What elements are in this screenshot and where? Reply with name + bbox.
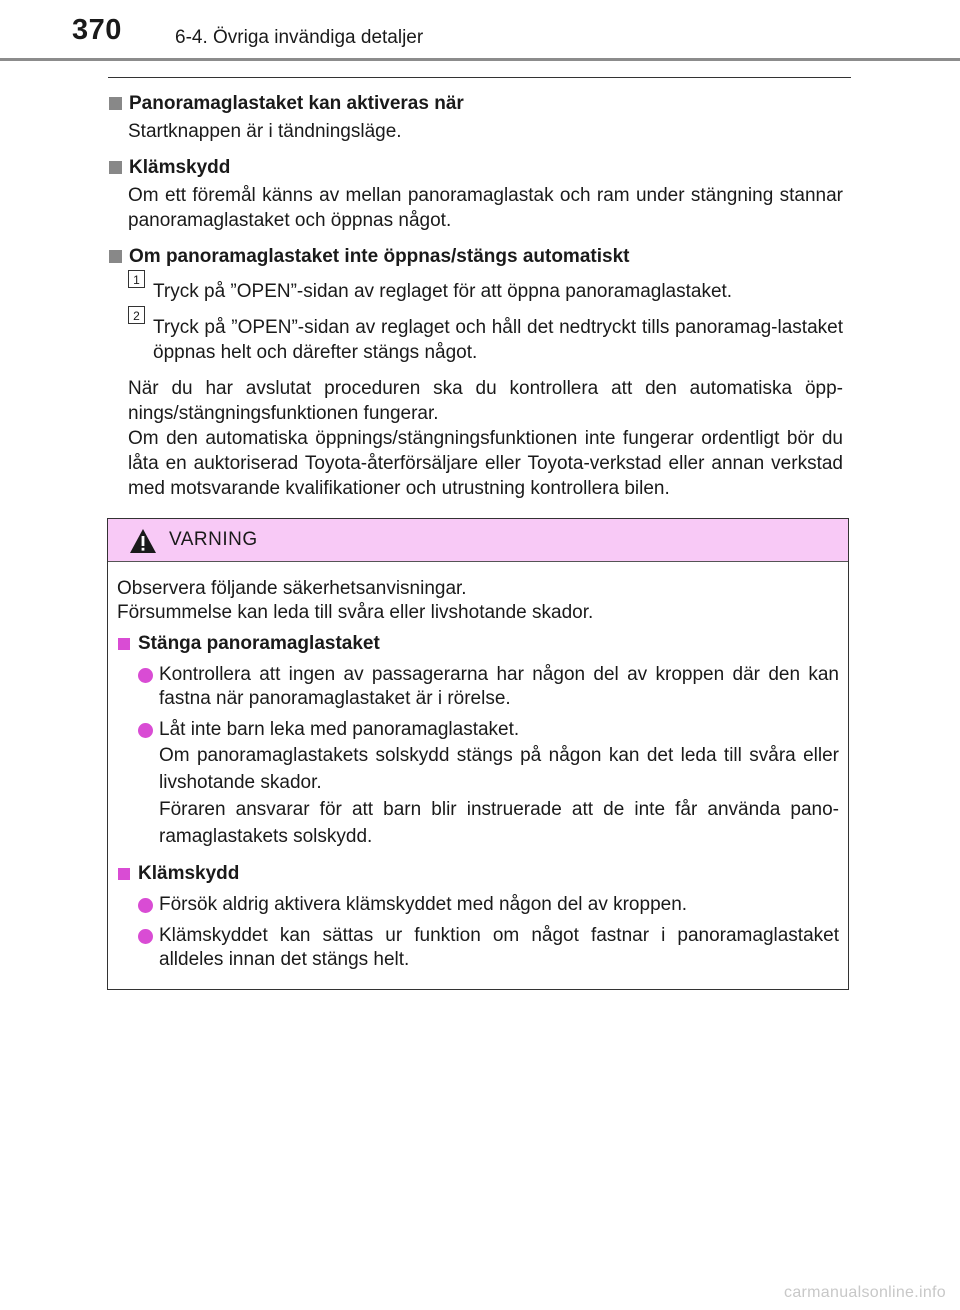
circle-bullet-icon (138, 668, 153, 683)
warning-group-heading (117, 632, 839, 656)
main-content (108, 88, 843, 501)
warning-header (108, 519, 848, 562)
warning-bullet-text: Klämskyddet kan sättas ur funktion om något fastnar i panoramaglastaket alldeles innan det stängs helt. (159, 925, 839, 970)
section-heading-text: Panoramaglastaket kan aktiveras när (129, 93, 464, 114)
step-item (128, 273, 843, 304)
warning-group-heading-text: Klämskydd (138, 863, 240, 884)
warning-body (108, 562, 848, 972)
warning-bullet (138, 893, 839, 917)
warning-bullet-text: Låt inte barn leka med panoramaglastaket. (159, 719, 520, 740)
content-divider (108, 77, 851, 78)
warning-intro: Observera följande säkerhetsanvisningar. (117, 578, 467, 599)
warning-bullet (138, 924, 839, 972)
square-bullet-icon (118, 868, 130, 880)
warning-triangle-icon (129, 528, 157, 554)
step-text: Tryck på ”OPEN”-sidan av reglaget och håll det nedtryckt tills panoramag-lastaket öppnas helt och därefter stängs något. (153, 317, 843, 363)
square-bullet-icon (118, 638, 130, 650)
square-bullet-icon (109, 97, 122, 110)
section-text: Startknappen är i tändningsläge. (128, 121, 402, 142)
warning-bullet-subtext: Om panoramaglastakets solskydd stängs på någon kan det leda till svåra eller livshotande skador. (159, 745, 839, 793)
section-text: Om ett föremål känns av mellan panoramaglastak och ram under stängning stannar panoramaglastaket och öppnas något. (128, 185, 843, 231)
warning-box (107, 518, 849, 990)
warning-intro: Försummelse kan leda till svåra eller livshotande skador. (117, 602, 594, 623)
section-text: Om den automatiska öppnings/stängningsfunktionen inte fungerar ordentligt bör du låta en auktoriserad Toyota-återförsäljare eller Toyota-verkstad eller annan verkstad med motsvarande kvalifikationer och utrustning kontrollera bilen. (128, 428, 843, 499)
section-heading (108, 91, 843, 116)
warning-bullet-text: Försök aldrig aktivera klämskyddet med någon del av kroppen. (159, 894, 688, 915)
section-title: 6-4. Övriga invändiga detaljer (175, 27, 424, 48)
step-number: 1 (128, 270, 145, 288)
circle-bullet-icon (138, 898, 153, 913)
step-number: 2 (128, 306, 145, 324)
warning-group-heading-text: Stänga panoramaglastaket (138, 633, 380, 654)
page-number: 370 (72, 14, 122, 46)
section-heading (108, 155, 843, 180)
circle-bullet-icon (138, 723, 153, 738)
section-heading-text: Klämskydd (129, 157, 231, 178)
warning-group-heading (117, 862, 839, 886)
section-heading-text: Om panoramaglastaket inte öppnas/stängs automatiskt (129, 246, 630, 267)
watermark-link[interactable]: carmanualsonline.info (784, 1284, 946, 1301)
square-bullet-icon (109, 250, 122, 263)
step-item (128, 309, 843, 365)
warning-bullet-text: Kontrollera att ingen av passagerarna har någon del av kroppen där den kan fastna när panoramaglastaket är i rörelse. (159, 664, 839, 709)
warning-bullet (138, 663, 839, 711)
circle-bullet-icon (138, 929, 153, 944)
square-bullet-icon (109, 161, 122, 174)
section-text: När du har avslutat proceduren ska du kontrollera att den automatiska öpp-nings/stängningsfunktionen fungerar. (128, 378, 843, 424)
warning-bullet-subtext: Föraren ansvarar för att barn blir instruerade att de inte får använda pano-ramaglastakets solskydd. (159, 799, 839, 847)
header-divider (0, 58, 960, 61)
step-text: Tryck på ”OPEN”-sidan av reglaget för att öppna panoramaglastaket. (153, 281, 733, 302)
warning-bullet (138, 718, 839, 850)
warning-title: VARNING (169, 529, 258, 550)
section-heading (108, 244, 843, 269)
